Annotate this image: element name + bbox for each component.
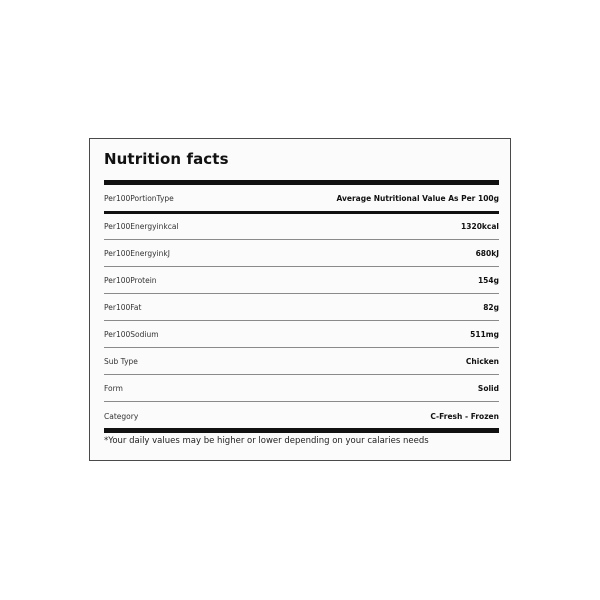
nutrition-row <box>104 376 499 402</box>
row-value: 511mg <box>470 330 499 339</box>
row-label: Per100Sodium <box>104 330 159 339</box>
row-label: Per100Fat <box>104 303 142 312</box>
nutrition-facts-panel <box>89 138 511 461</box>
nutrition-row <box>104 268 499 294</box>
row-value: Chicken <box>465 357 499 366</box>
row-value: Average Nutritional Value As Per 100g <box>336 193 499 203</box>
row-label: Per100Energyinkcal <box>104 222 179 231</box>
nutrition-row <box>104 322 499 348</box>
row-value: C-Fresh - Frozen <box>430 411 499 421</box>
row-label: Sub Type <box>104 357 138 366</box>
nutrition-row <box>104 349 499 375</box>
row-value: 154g <box>477 276 499 285</box>
nutrition-row <box>104 295 499 321</box>
daily-values-footnote: *Your daily values may be higher or lower depending on your calaries needs <box>104 436 429 446</box>
nutrition-row <box>104 241 499 267</box>
row-label: Per100PortionType <box>104 193 174 203</box>
row-value: 1320kcal <box>461 222 499 231</box>
row-label: Per100Protein <box>104 276 157 285</box>
nutrition-row <box>104 403 499 429</box>
row-label: Per100EnergyinkJ <box>104 249 170 258</box>
bottom-divider-bar <box>104 428 499 433</box>
row-value: 680kJ <box>475 249 499 258</box>
row-value: Solid <box>477 384 499 393</box>
nutrition-row <box>104 214 499 240</box>
row-label: Category <box>104 411 139 421</box>
panel-title: Nutrition facts <box>104 150 229 168</box>
row-label: Form <box>104 384 123 393</box>
portion-type-row <box>104 185 499 211</box>
row-value: 82g <box>483 303 499 312</box>
